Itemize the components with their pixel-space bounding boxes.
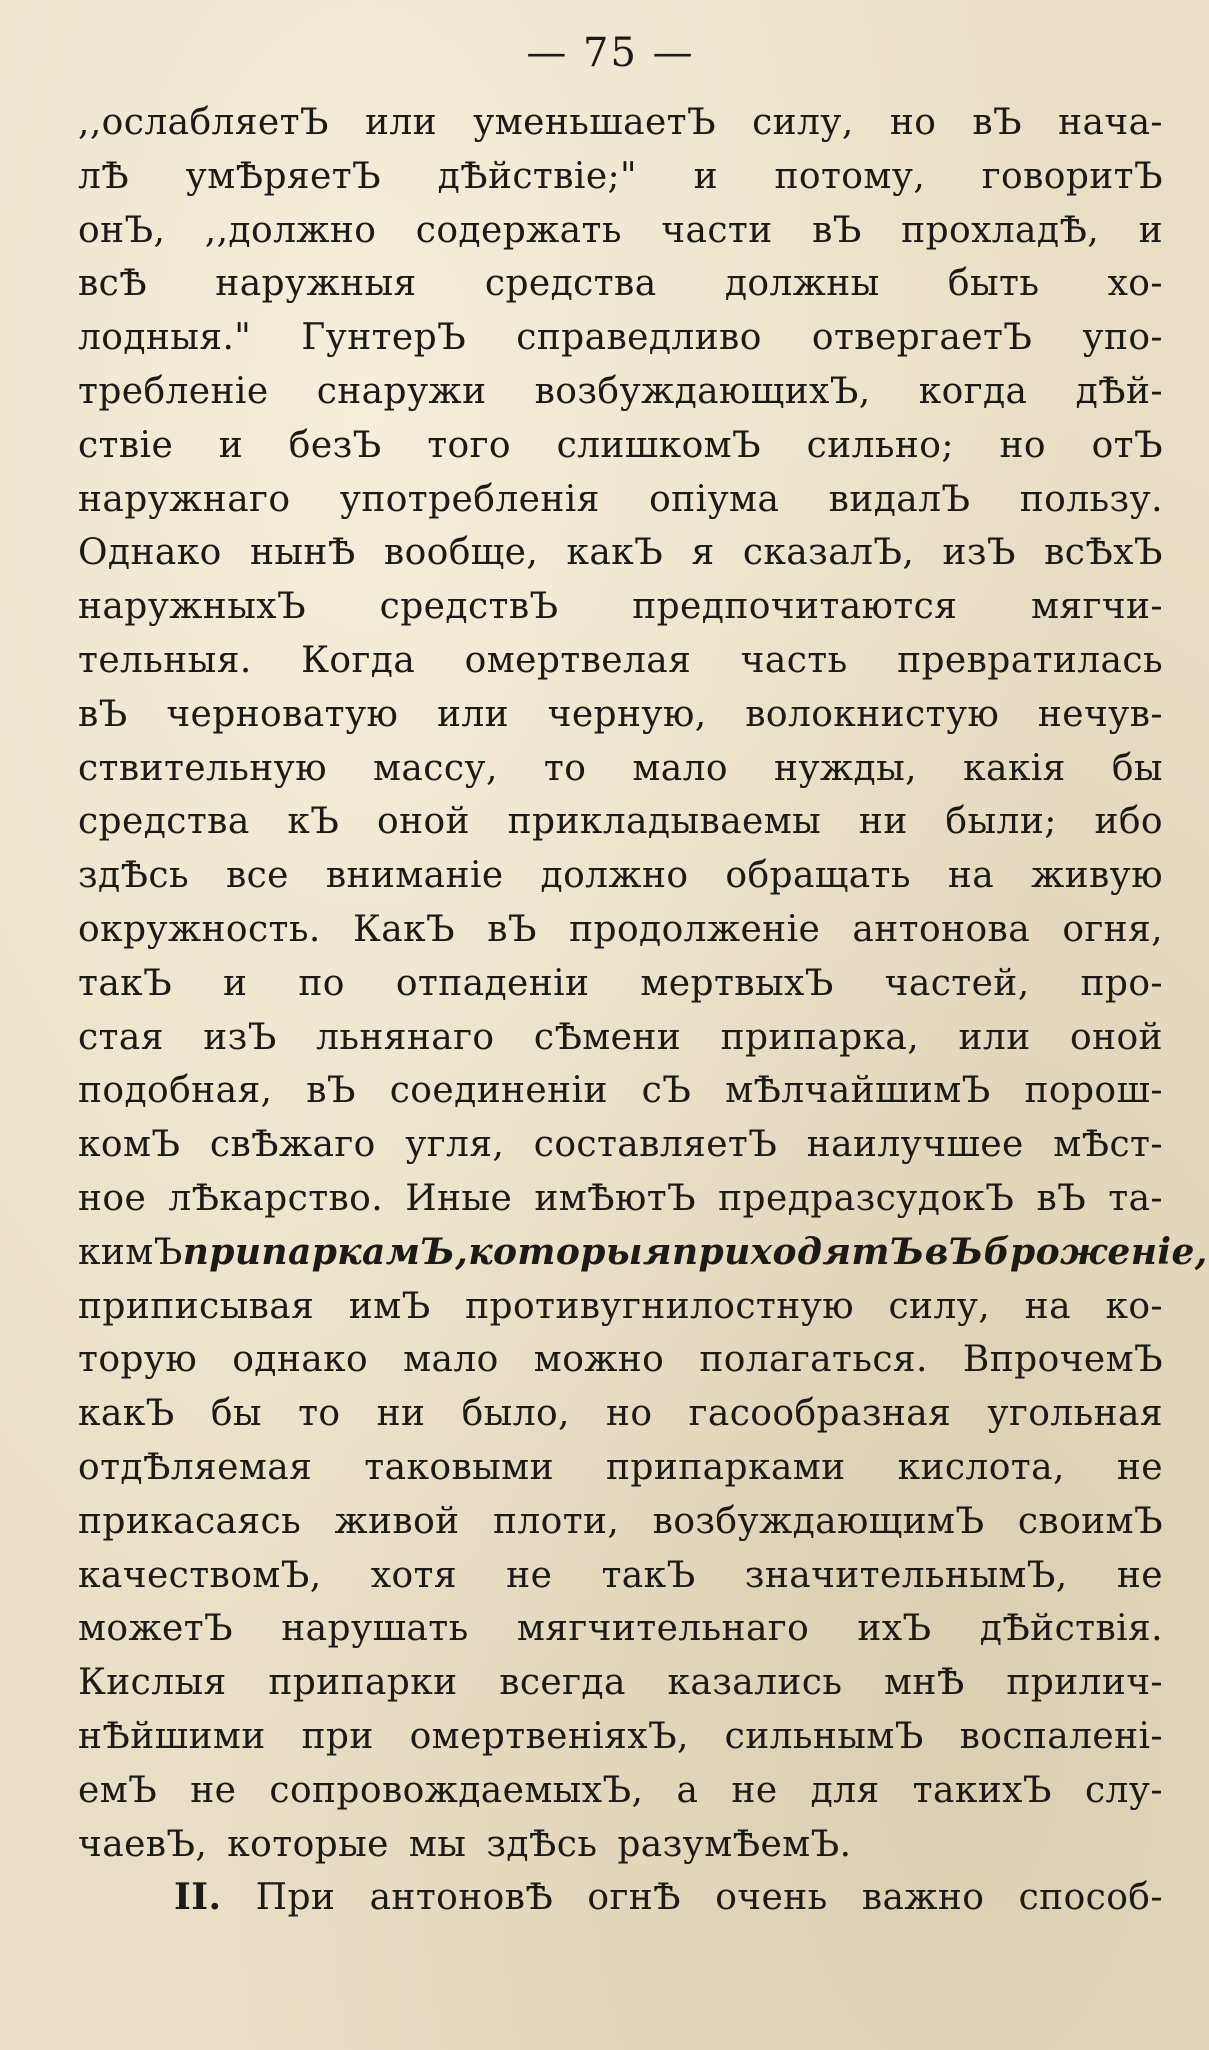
word: составляетЪ bbox=[533, 1124, 778, 1166]
word: предразсудокЪ bbox=[718, 1177, 1015, 1219]
word: для bbox=[810, 1769, 880, 1811]
word: ВпрочемЪ bbox=[962, 1339, 1163, 1381]
word: ,,ослабляетЪ bbox=[78, 102, 329, 143]
text-line bbox=[78, 1710, 1163, 1764]
word: прикладываемы bbox=[507, 801, 822, 843]
word: не bbox=[506, 1554, 553, 1596]
word: но bbox=[999, 424, 1046, 466]
word: кЪ bbox=[287, 801, 340, 843]
word: и bbox=[1138, 209, 1163, 251]
word: на bbox=[1024, 1285, 1071, 1327]
word: дѢйствiя. bbox=[979, 1608, 1163, 1650]
word: антонова bbox=[852, 908, 1031, 950]
word: предпочитаются bbox=[632, 586, 958, 628]
word: важно bbox=[861, 1877, 985, 1919]
word: вЪ bbox=[78, 693, 128, 735]
word: Иные bbox=[405, 1177, 513, 1219]
word: требленiе bbox=[78, 370, 269, 412]
word: должно bbox=[540, 855, 689, 897]
word: способ- bbox=[1018, 1877, 1163, 1919]
word: ГунтерЪ bbox=[301, 317, 467, 359]
word: нѢйшими bbox=[78, 1715, 266, 1757]
word: волокнистую bbox=[745, 693, 1000, 735]
text-line bbox=[78, 204, 1163, 258]
word: средства bbox=[78, 801, 250, 843]
word: мало bbox=[403, 1339, 499, 1381]
italic-word: броженiе, bbox=[983, 1230, 1208, 1273]
word: ни bbox=[376, 1393, 426, 1435]
word: емЪ bbox=[78, 1769, 158, 1811]
text-line bbox=[78, 1495, 1163, 1549]
text-line bbox=[78, 1011, 1163, 1065]
word: всѢхЪ bbox=[1044, 532, 1163, 574]
text-line bbox=[78, 795, 1163, 849]
text-line bbox=[78, 957, 1163, 1011]
word: ствительную bbox=[78, 747, 327, 789]
word: на bbox=[947, 855, 995, 897]
text-line bbox=[78, 1764, 1163, 1818]
word: При bbox=[255, 1877, 336, 1919]
word: прилич- bbox=[1006, 1662, 1163, 1704]
word: кислота, bbox=[897, 1446, 1065, 1488]
word: припарки bbox=[268, 1662, 458, 1704]
word: очень bbox=[715, 1877, 828, 1919]
text-line bbox=[78, 634, 1163, 688]
word: казались bbox=[667, 1662, 843, 1704]
word: наружнаго bbox=[78, 478, 291, 520]
word: припарками bbox=[606, 1446, 846, 1488]
word: средства bbox=[484, 263, 657, 305]
word: бы bbox=[210, 1393, 262, 1435]
word: вЪ bbox=[1036, 1177, 1087, 1219]
word: оной bbox=[377, 801, 470, 843]
text-line bbox=[78, 150, 1163, 204]
word: и bbox=[223, 962, 248, 1004]
word: какЪ bbox=[78, 1393, 175, 1435]
word: приписывая bbox=[78, 1285, 315, 1327]
text-line bbox=[78, 1064, 1163, 1118]
word: массу, bbox=[373, 747, 498, 789]
word: отпаденiи bbox=[395, 962, 590, 1004]
word: чаевЪ, bbox=[78, 1823, 208, 1865]
word: нынѢ bbox=[249, 532, 356, 574]
text-line bbox=[78, 1818, 1163, 1872]
word: то bbox=[298, 1393, 341, 1435]
word: хо- bbox=[1107, 263, 1163, 305]
word: обращать bbox=[725, 855, 911, 897]
word: или bbox=[365, 102, 438, 143]
word: II. bbox=[174, 1876, 222, 1919]
word: должны bbox=[724, 263, 880, 305]
text-line bbox=[78, 1226, 1208, 1280]
word: какЪ bbox=[566, 532, 664, 574]
word: умѢряетЪ bbox=[185, 155, 382, 197]
word: опiума bbox=[649, 478, 780, 520]
word: сѢмени bbox=[533, 1016, 682, 1058]
word: прохладѢ, bbox=[901, 209, 1100, 251]
word: наружныя bbox=[215, 263, 417, 305]
word: все bbox=[225, 855, 289, 897]
word: не bbox=[1116, 1446, 1163, 1488]
word: потому, bbox=[774, 155, 926, 197]
word: угольная bbox=[987, 1393, 1163, 1435]
word: когда bbox=[918, 370, 1028, 412]
word: плоти, bbox=[492, 1500, 620, 1542]
word: имѢютЪ bbox=[534, 1177, 697, 1219]
word: онЪ, bbox=[78, 209, 166, 251]
word: справедливо bbox=[516, 317, 762, 359]
word: того bbox=[427, 424, 511, 466]
text-line bbox=[78, 96, 1163, 150]
word: ихЪ bbox=[857, 1608, 932, 1650]
word: соединенiи bbox=[389, 1070, 608, 1112]
word: нарушать bbox=[281, 1608, 469, 1650]
word: не bbox=[731, 1769, 778, 1811]
word: содержать bbox=[415, 209, 622, 251]
word: продолженiе bbox=[569, 908, 821, 950]
word: нача- bbox=[1058, 102, 1163, 143]
word: лѢкарство. bbox=[168, 1177, 384, 1219]
text-line bbox=[78, 580, 1163, 634]
word: дѢй- bbox=[1075, 370, 1163, 412]
word: всегда bbox=[499, 1662, 626, 1704]
italic-word: которыя bbox=[468, 1230, 672, 1273]
word: вЪ bbox=[487, 908, 537, 950]
word: которые bbox=[227, 1823, 389, 1865]
text-line bbox=[78, 1602, 1163, 1656]
word: такЪ bbox=[601, 1554, 696, 1596]
word: черную, bbox=[547, 693, 707, 735]
text-line bbox=[78, 688, 1163, 742]
text-line bbox=[78, 1871, 1163, 1925]
text-line bbox=[78, 311, 1163, 365]
word: или bbox=[958, 1016, 1031, 1058]
word: гасообразная bbox=[688, 1393, 952, 1435]
word: подобная, bbox=[78, 1070, 273, 1112]
word: уменьшаетЪ bbox=[473, 102, 716, 143]
word: или bbox=[436, 693, 510, 735]
word: мы bbox=[408, 1823, 467, 1865]
word: живой bbox=[334, 1500, 460, 1542]
word: здѢсь bbox=[486, 1823, 598, 1865]
word: КакЪ bbox=[352, 908, 455, 950]
word: порош- bbox=[1024, 1070, 1163, 1112]
text-line bbox=[78, 1172, 1163, 1226]
text-line bbox=[78, 1549, 1163, 1603]
word: силу, bbox=[888, 1285, 991, 1327]
word: воспаленi- bbox=[959, 1715, 1163, 1757]
word: качествомЪ, bbox=[78, 1554, 322, 1596]
word: комЪ bbox=[78, 1124, 181, 1166]
word: стая bbox=[78, 1016, 164, 1058]
word: нечув- bbox=[1037, 693, 1163, 735]
word: имЪ bbox=[348, 1285, 431, 1327]
word: вЪ bbox=[306, 1070, 356, 1112]
word: быть bbox=[947, 263, 1040, 305]
word: и bbox=[218, 424, 244, 466]
word: говоритЪ bbox=[981, 155, 1163, 197]
word: прикасаясь bbox=[78, 1500, 302, 1542]
word: Кислыя bbox=[78, 1662, 227, 1704]
word: льнянаго bbox=[316, 1016, 495, 1058]
word: силу, bbox=[752, 102, 854, 143]
word: мѢлчайшимЪ bbox=[725, 1070, 991, 1112]
word: лѢ bbox=[78, 155, 130, 197]
word: значительнымЪ, bbox=[744, 1554, 1068, 1596]
italic-word: вЪ bbox=[924, 1230, 984, 1273]
word: изЪ bbox=[942, 532, 1016, 574]
word: огнѢ bbox=[587, 1877, 681, 1919]
word: однако bbox=[232, 1339, 369, 1381]
italic-word: приходятЪ bbox=[671, 1230, 925, 1273]
word: не bbox=[190, 1769, 237, 1811]
text-line bbox=[78, 1387, 1163, 1441]
page-text bbox=[78, 96, 1208, 1925]
word: можно bbox=[533, 1339, 665, 1381]
word: средствЪ bbox=[379, 586, 559, 628]
word: по bbox=[298, 962, 345, 1004]
word: полагаться. bbox=[699, 1339, 928, 1381]
word: антоновѢ bbox=[369, 1877, 554, 1919]
word: части bbox=[661, 209, 773, 251]
word: омертвелая bbox=[464, 639, 692, 681]
word: безЪ bbox=[288, 424, 382, 466]
word: нужды, bbox=[774, 747, 917, 789]
word: были; bbox=[945, 801, 1057, 843]
word: такихЪ bbox=[912, 1769, 1052, 1811]
word: а bbox=[676, 1769, 699, 1811]
word: лодныя." bbox=[78, 317, 252, 359]
word: мнѢ bbox=[884, 1662, 965, 1704]
word: Когда bbox=[301, 639, 416, 681]
word: превратилась bbox=[897, 639, 1163, 681]
word: сильно; bbox=[806, 424, 954, 466]
word: снаружи bbox=[316, 370, 487, 412]
text-line bbox=[78, 257, 1163, 311]
word: слишкомЪ bbox=[556, 424, 762, 466]
text-line bbox=[78, 903, 1163, 957]
book-page bbox=[78, 18, 1208, 2028]
word: мѢст- bbox=[1053, 1124, 1163, 1166]
word: мягчительнаго bbox=[516, 1608, 810, 1650]
word: пользу. bbox=[1019, 478, 1163, 520]
word: тельныя. bbox=[78, 639, 252, 681]
word: здѢсь bbox=[78, 855, 189, 897]
word: ное bbox=[78, 1177, 147, 1219]
word: изЪ bbox=[203, 1016, 277, 1058]
word: но bbox=[889, 102, 937, 143]
text-line bbox=[78, 1656, 1163, 1710]
word: вЪ bbox=[812, 209, 862, 251]
word: своимЪ bbox=[1017, 1500, 1163, 1542]
word: разумѢемЪ. bbox=[617, 1823, 852, 1865]
word: противугнилостную bbox=[465, 1285, 854, 1327]
word: упо- bbox=[1082, 317, 1163, 359]
text-line bbox=[78, 849, 1163, 903]
page-number: — 75 — bbox=[526, 30, 695, 76]
text-line bbox=[78, 365, 1163, 419]
text-line bbox=[78, 526, 1163, 580]
word: Однако bbox=[78, 532, 222, 574]
word: отвергаетЪ bbox=[811, 317, 1033, 359]
word: про- bbox=[1080, 962, 1163, 1004]
word: то bbox=[543, 747, 587, 789]
word: дѢйствiе;" bbox=[437, 155, 638, 197]
word: ни bbox=[858, 801, 908, 843]
word: сильнымЪ bbox=[724, 1715, 924, 1757]
word: слу- bbox=[1084, 1769, 1163, 1811]
word: ибо bbox=[1094, 801, 1163, 843]
word: омертвенiяхЪ, bbox=[409, 1715, 689, 1757]
word: кимЪ bbox=[78, 1231, 183, 1273]
word: свѢжаго bbox=[209, 1124, 376, 1166]
word: сЪ bbox=[641, 1070, 692, 1112]
word: ,,должно bbox=[204, 209, 377, 251]
word: видалЪ bbox=[828, 478, 971, 520]
word: оной bbox=[1070, 1016, 1163, 1058]
italic-word: припаркамЪ, bbox=[182, 1230, 469, 1273]
text-line bbox=[78, 742, 1163, 796]
word: огня, bbox=[1062, 908, 1163, 950]
word: не bbox=[1116, 1554, 1163, 1596]
word: та- bbox=[1108, 1177, 1163, 1219]
word: отЪ bbox=[1091, 424, 1163, 466]
word: черноватую bbox=[166, 693, 399, 735]
text-line bbox=[78, 419, 1163, 473]
word: и bbox=[693, 155, 718, 197]
word: употребленiя bbox=[339, 478, 600, 520]
word: вЪ bbox=[972, 102, 1023, 143]
text-line bbox=[78, 1118, 1163, 1172]
word: сопровождаемыхЪ, bbox=[269, 1769, 644, 1811]
word: хотя bbox=[370, 1554, 457, 1596]
text-line bbox=[78, 1333, 1163, 1387]
word: сказалЪ, bbox=[742, 532, 915, 574]
word: такЪ bbox=[78, 962, 173, 1004]
word: возбуждающихЪ, bbox=[534, 370, 871, 412]
word: мало bbox=[632, 747, 728, 789]
word: я bbox=[691, 532, 715, 574]
word: таковыми bbox=[364, 1446, 554, 1488]
word: ствiе bbox=[78, 424, 174, 466]
word: было, bbox=[461, 1393, 570, 1435]
word: припарка, bbox=[720, 1016, 920, 1058]
word: вниманiе bbox=[325, 855, 504, 897]
text-line bbox=[78, 473, 1163, 527]
word: окружность. bbox=[78, 908, 321, 950]
word: часть bbox=[740, 639, 848, 681]
word: при bbox=[301, 1715, 374, 1757]
word: всѢ bbox=[78, 263, 148, 305]
word: мертвыхЪ bbox=[640, 962, 834, 1004]
word: наружныхЪ bbox=[78, 586, 306, 628]
word: вообще, bbox=[383, 532, 539, 574]
text-line bbox=[78, 1441, 1163, 1495]
word: наилучшее bbox=[806, 1124, 1024, 1166]
word: живую bbox=[1031, 855, 1163, 897]
word: мягчи- bbox=[1031, 586, 1163, 628]
word: бы bbox=[1111, 747, 1163, 789]
word: угля, bbox=[405, 1124, 505, 1166]
text-line bbox=[78, 1280, 1163, 1334]
word: частей, bbox=[884, 962, 1030, 1004]
word: возбуждающимЪ bbox=[652, 1500, 985, 1542]
word: ко- bbox=[1105, 1285, 1163, 1327]
word: какiя bbox=[963, 747, 1066, 789]
word: торую bbox=[78, 1339, 198, 1381]
word: но bbox=[606, 1393, 653, 1435]
word: отдѢляемая bbox=[78, 1446, 313, 1488]
word: можетЪ bbox=[78, 1608, 234, 1650]
